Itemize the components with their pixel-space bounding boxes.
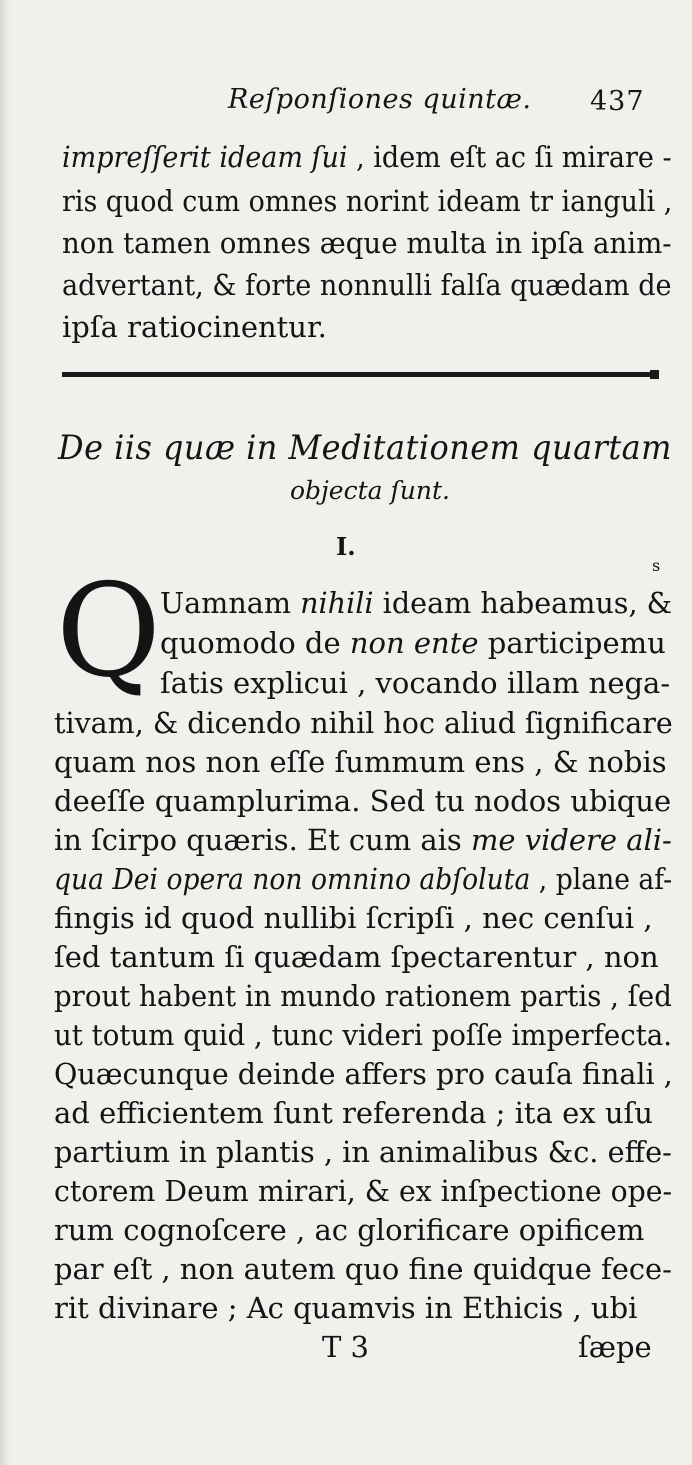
horizontal-rule	[62, 372, 656, 377]
text-line: non tamen omnes æque multa in ipſa anim-	[62, 226, 672, 260]
section-number: I.	[336, 532, 356, 561]
running-title: Reſponſiones quintæ.	[228, 84, 532, 115]
section-subtitle: objecta ſunt.	[290, 476, 450, 505]
text-run: , idem eſt ac ſi mirare -	[347, 140, 672, 174]
text-line: partium in plantis , in animalibus &c. effe-	[54, 1135, 672, 1169]
catchword: ſæpe	[578, 1330, 652, 1364]
text-line	[54, 862, 672, 896]
text-run: participemu	[478, 626, 666, 660]
text-line: ad efficientem ſunt referenda ; ita ex uſu	[54, 1096, 653, 1130]
text-run: Uamnam	[160, 586, 301, 620]
text-run: ideam habeamus, &	[373, 586, 673, 620]
italic-phrase: qua Dei opera non omnino abſoluta	[54, 862, 531, 896]
text-line: ipſa ratiocinentur.	[62, 310, 327, 344]
text-line: ut totum quid , tunc videri poſſe imperfecta.	[54, 1018, 673, 1052]
italic-phrase: impreſſerit ideam ſui	[62, 140, 348, 174]
text-line: rit divinare ; Ac quamvis in Ethicis , ubi	[54, 1291, 638, 1325]
text-line: advertant, & forte nonnulli falſa quædam de	[62, 268, 672, 302]
text-line: tivam, & dicendo nihil hoc aliud ſignificare	[54, 706, 673, 740]
page-edge-shadow	[0, 0, 10, 1465]
text-line	[160, 586, 672, 620]
text-line: Quæcunque deinde affers pro cauſa finali ,	[54, 1057, 673, 1091]
text-line: ctorem Deum mirari, & ex inſpectione ope-	[54, 1174, 673, 1208]
italic-phrase: me videre ali-	[470, 823, 672, 857]
text-line: deeſſe quamplurima. Sed tu nodos ubique	[54, 784, 672, 818]
text-line: quam nos non eſſe ſummum ens , & nobis	[54, 745, 667, 779]
text-line: par eſt , non autem quo fine quidque fece-	[54, 1252, 672, 1286]
text-line	[62, 140, 672, 174]
signature-mark: T 3	[322, 1330, 370, 1364]
text-line	[160, 626, 666, 660]
text-line: ſed tantum ſi quædam ſpectarentur , non	[54, 940, 659, 974]
text-line: ſatis explicui , vocando illam nega-	[160, 666, 671, 700]
text-line: ris quod cum omnes norint ideam tr ianguli ,	[62, 184, 673, 218]
text-run: , plane af-	[530, 862, 673, 896]
text-line: rum cognoſcere , ac glorificare opificem	[54, 1213, 645, 1247]
margin-mark: s	[652, 556, 661, 575]
text-line	[54, 823, 672, 857]
italic-phrase: non ente	[349, 626, 479, 660]
page-number: 437	[590, 86, 645, 117]
text-line: fingis id quod nullibi ſcripſi , nec cenſui ,	[54, 901, 653, 935]
text-run: in ſcirpo quæris. Et cum ais	[54, 823, 471, 857]
drop-cap: Q	[56, 557, 161, 706]
italic-phrase: nihili	[300, 586, 374, 620]
section-title: De iis quæ in Meditationem quartam	[58, 428, 672, 468]
running-head	[0, 84, 692, 124]
text-line: prout habent in mundo rationem partis , ſed	[54, 979, 672, 1013]
text-run: quomodo de	[160, 626, 350, 660]
